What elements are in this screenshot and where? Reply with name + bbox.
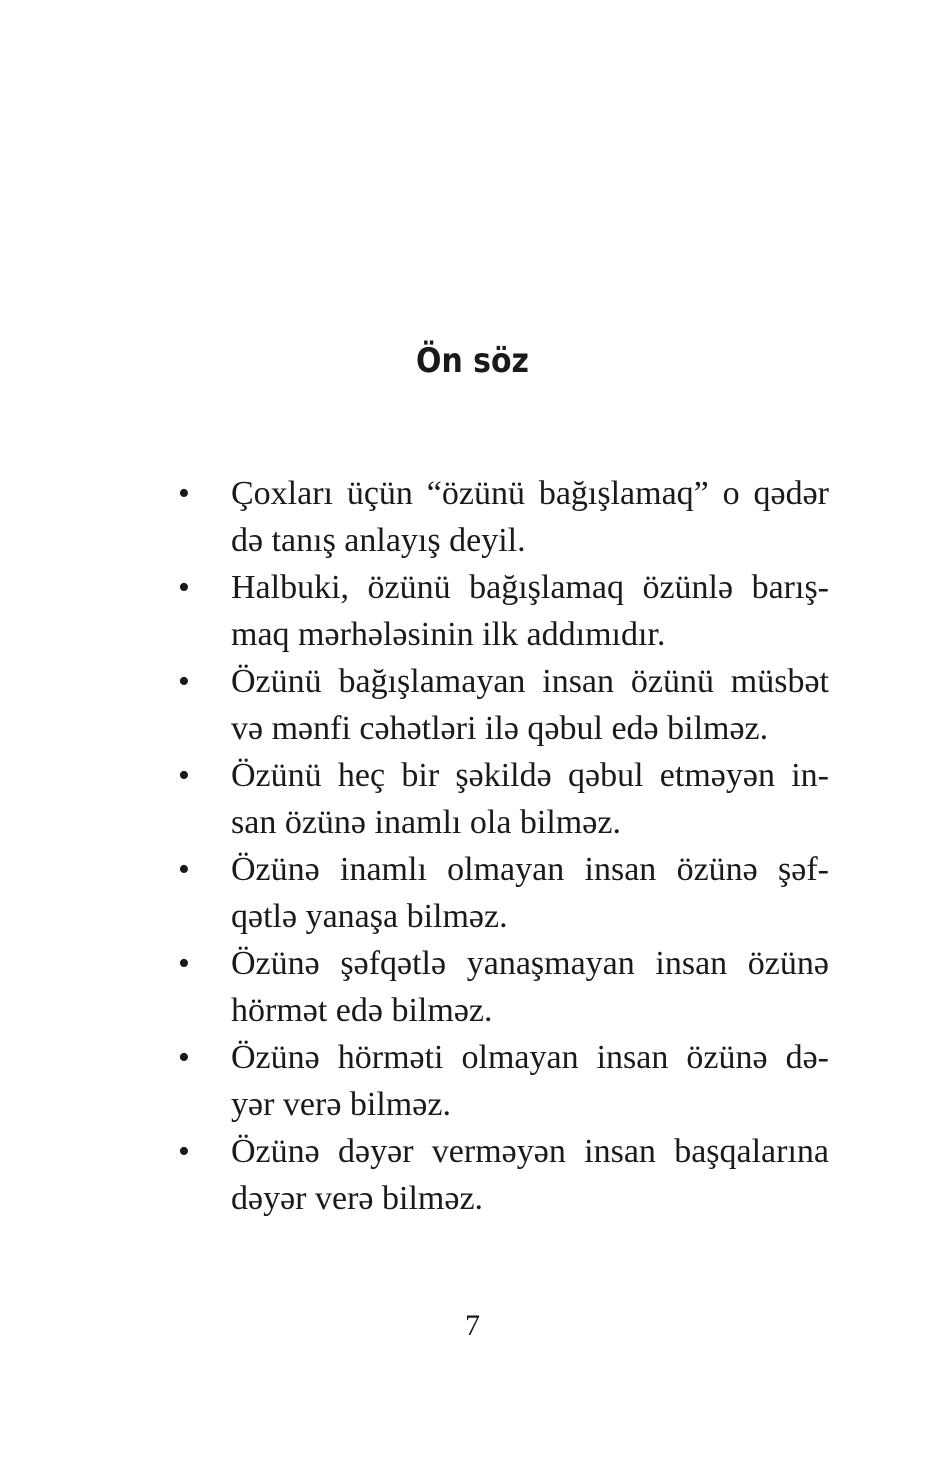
list-item-line: hörmət edə bilməz. bbox=[231, 992, 493, 1029]
bullet-icon: • bbox=[178, 851, 190, 888]
list-item bbox=[0, 846, 829, 940]
bullet-icon: • bbox=[178, 757, 190, 794]
page-title: Ön söz bbox=[416, 340, 529, 381]
bullet-icon: • bbox=[178, 475, 190, 512]
list-item-line: Özünə dəyər verməyən insan başqalarına bbox=[231, 1133, 829, 1170]
bullet-icon: • bbox=[178, 945, 190, 982]
list-item bbox=[0, 658, 829, 752]
list-item-line: Özünə inamlı olmayan insan özünə şəf- bbox=[231, 851, 829, 888]
list-item-line: və mənfi cəhətləri ilə qəbul edə bilməz. bbox=[231, 710, 769, 747]
list-item bbox=[0, 940, 829, 1034]
list-item bbox=[0, 470, 829, 564]
list-item bbox=[0, 564, 829, 658]
list-item-line: Özünü bağışlamayan insan özünü müsbət bbox=[231, 663, 829, 700]
list-item-line: Çoxları üçün “özünü bağışlamaq” o qədər bbox=[231, 475, 829, 512]
list-item-line: Özünə hörməti olmayan insan özünə də- bbox=[231, 1039, 829, 1076]
list-item-line: dəyər verə bilməz. bbox=[231, 1180, 484, 1217]
list-item-line: Özünü heç bir şəkildə qəbul etməyən in- bbox=[231, 757, 829, 794]
bullet-icon: • bbox=[178, 663, 190, 700]
list-item-line: də tanış anlayış deyil. bbox=[231, 522, 526, 559]
list-item bbox=[0, 752, 829, 846]
list-item-line: maq mərhələsinin ilk addımıdır. bbox=[231, 616, 666, 653]
page-number: 7 bbox=[465, 1309, 480, 1342]
list-item bbox=[0, 1034, 829, 1128]
list-item-line: Özünə şəfqətlə yanaşmayan insan özünə bbox=[231, 945, 829, 982]
bullet-icon: • bbox=[178, 1133, 190, 1170]
bullet-icon: • bbox=[178, 569, 190, 606]
list-item-line: san özünə inamlı ola bilməz. bbox=[231, 804, 621, 841]
bullet-list bbox=[0, 470, 945, 1222]
list-item-line: qətlə yanaşa bilməz. bbox=[231, 898, 508, 935]
bullet-icon: • bbox=[178, 1039, 190, 1076]
list-item-line: Halbuki, özünü bağışlamaq özünlə barış- bbox=[231, 569, 829, 606]
list-item bbox=[0, 1128, 829, 1222]
list-item-line: yər verə bilməz. bbox=[231, 1086, 451, 1123]
